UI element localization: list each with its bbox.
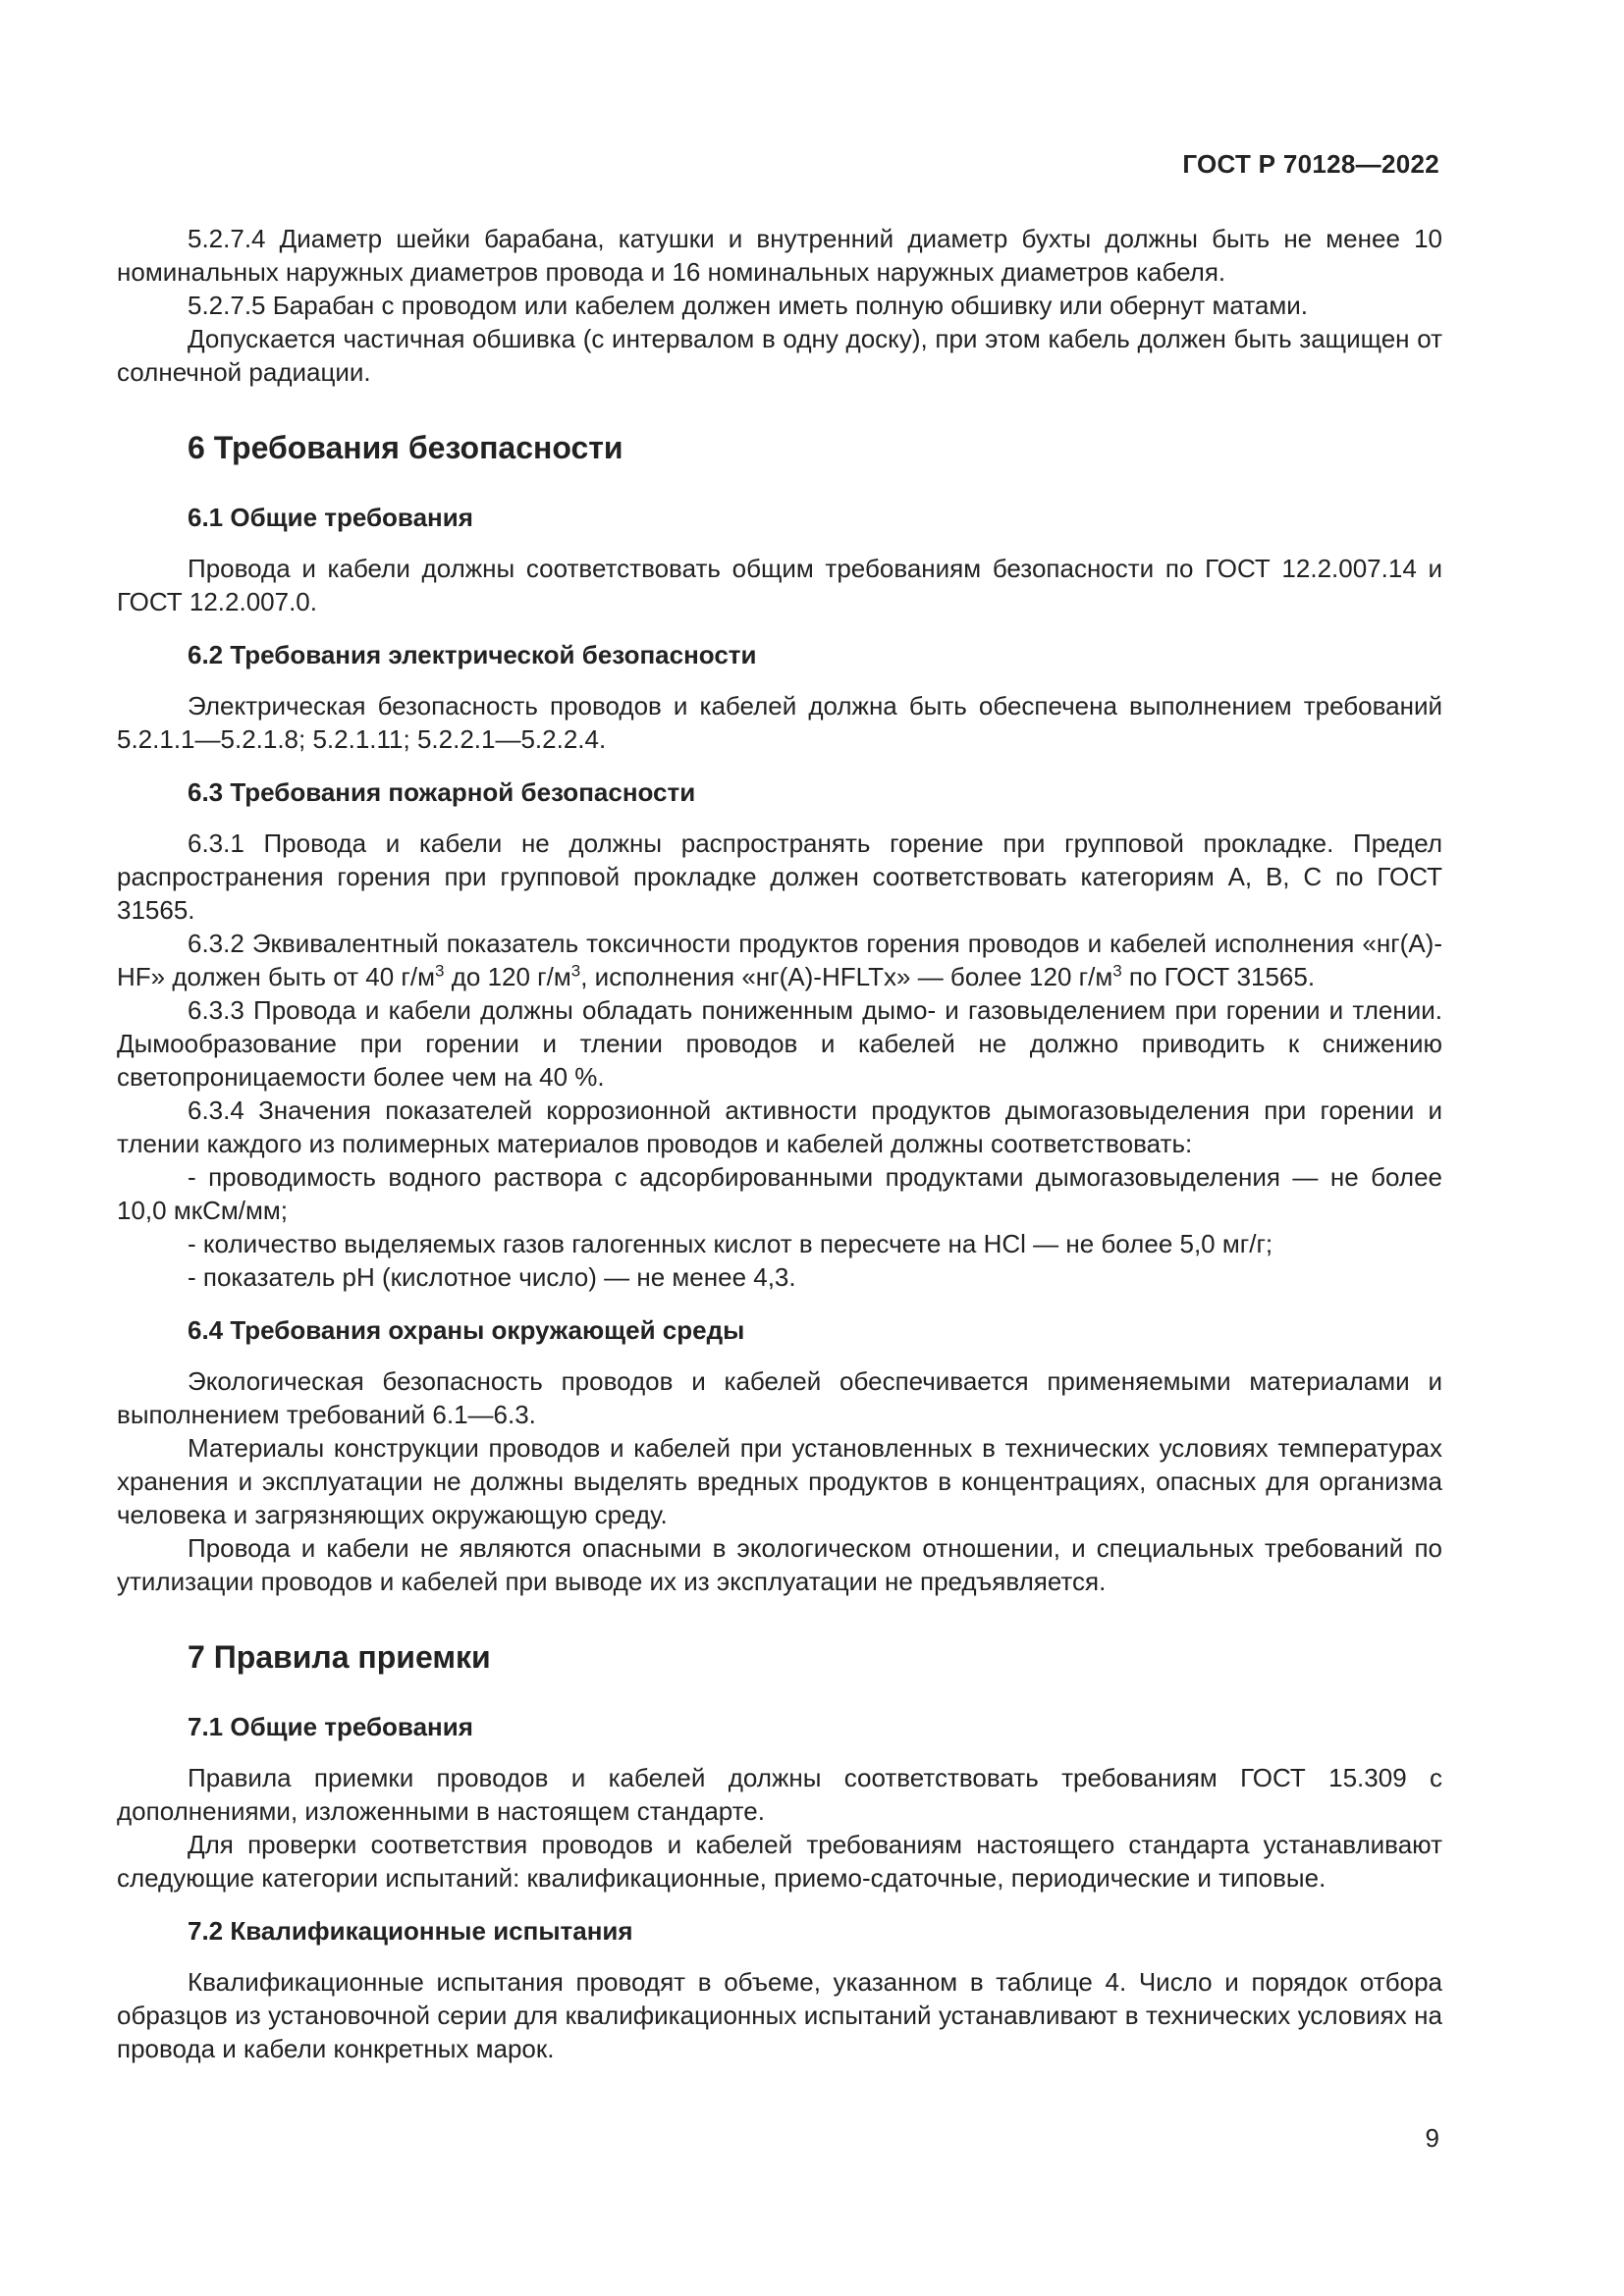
paragraph: Экологическая безопасность проводов и кабелей обеспечивается применяемыми материалами и выполнением требований 6.1—6.3. [117, 1366, 1442, 1429]
subsection-heading: 7.2 Квалификационные испытания [188, 1916, 633, 1946]
paragraph: 5.2.7.5 Барабан с проводом или кабелем должен иметь полную обшивку или обернут матами. [188, 291, 1309, 320]
paragraph: Для проверки соответствия проводов и кабелей требованиям настоящего стандарта устанавливают следующие категории испытаний: квалификационные, приемо-сдаточные, периодические и типовые. [117, 1830, 1442, 1893]
list-item: - показатель pH (кислотное число) — не менее 4,3. [188, 1262, 796, 1292]
paragraph: Квалификационные испытания проводят в объеме, указанном в таблице 4. Число и порядок отбора образцов из установочной серии для квалификационных испытаний устанавливают в технических условиях на провода и кабели конкретных марок. [117, 1967, 1442, 2063]
list-item: - количество выделяемых газов галогенных кислот в пересчете на HCl — не более 5,0 мг/г; [188, 1229, 1273, 1258]
document-body [117, 222, 1442, 2065]
subsection-heading: 7.1 Общие требования [188, 1712, 473, 1741]
paragraph: 6.3.3 Провода и кабели должны обладать пониженным дымо- и газовыделением при горении и тлении. Дымообразование при горении и тлении проводов и кабелей не должно приводить к снижению светопроницаемости более чем на 40 %. [117, 995, 1442, 1092]
paragraph: 6.3.4 Значения показателей коррозионной активности продуктов дымогазовыделения при горении и тлении каждого из полимерных материалов проводов и кабелей должны соответствовать: [117, 1095, 1442, 1158]
subsection-heading: 6.1 Общие требования [188, 503, 473, 532]
paragraph: 5.2.7.4 Диаметр шейки барабана, катушки и внутренний диаметр бухты должны быть не менее 10 номинальных наружных диаметров провода и 16 номинальных наружных диаметров кабеля. [117, 224, 1442, 287]
paragraph-text: по ГОСТ 31565. [1121, 962, 1316, 991]
page-number: 9 [1425, 2123, 1439, 2153]
section-heading: 7 Правила приемки [188, 1639, 491, 1675]
paragraph [117, 927, 1442, 993]
superscript: 3 [435, 961, 445, 981]
paragraph: Материалы конструкции проводов и кабелей при установленных в технических условиях температурах хранения и эксплуатации не должны выделять вредных продуктов в концентрациях, опасных для организма человека и загрязняющих окружающую среду. [117, 1433, 1442, 1529]
subsection-heading: 6.2 Требования электрической безопасности [188, 640, 757, 669]
paragraph-text: 6.3.2 Эквивалентный показатель токсичности продуктов горения проводов и кабелей исполнения «нг(А)-HF» должен быть от 40 г/м [117, 929, 1442, 991]
paragraph: - проводимость водного раствора с адсорбированными продуктами дымогазовыделения — не более 10,0 мкСм/мм; [117, 1162, 1442, 1225]
superscript: 3 [1112, 961, 1122, 981]
subsection-heading: 6.3 Требования пожарной безопасности [188, 777, 696, 807]
section-heading: 6 Требования безопасности [188, 430, 623, 465]
paragraph: 6.3.1 Провода и кабели не должны распространять горение при групповой прокладке. Предел распространения горения при групповой прокладке должен соответствовать категориям А, В, С по ГОСТ 31565. [117, 828, 1442, 925]
standard-code-header: ГОСТ Р 70128—2022 [1182, 149, 1439, 179]
paragraph: Электрическая безопасность проводов и кабелей должна быть обеспечена выполнением требований 5.2.1.1—5.2.1.8; 5.2.1.11; 5.2.2.1—5.2.2.4. [117, 691, 1442, 754]
paragraph: Провода и кабели должны соответствовать общим требованиям безопасности по ГОСТ 12.2.007.14 и ГОСТ 12.2.007.0. [117, 554, 1442, 616]
paragraph: Провода и кабели не являются опасными в экологическом отношении, и специальных требований по утилизации проводов и кабелей при выводе их из эксплуатации не предъявляется. [117, 1533, 1442, 1596]
paragraph: Правила приемки проводов и кабелей должны соответствовать требованиям ГОСТ 15.309 с дополнениями, изложенными в настоящем стандарте. [117, 1763, 1442, 1826]
superscript: 3 [570, 961, 581, 981]
paragraph-text: до 120 г/м [444, 962, 571, 991]
subsection-heading: 6.4 Требования охраны окружающей среды [188, 1315, 745, 1345]
paragraph: Допускается частичная обшивка (с интервалом в одну доску), при этом кабель должен быть защищен от солнечной радиации. [117, 324, 1442, 387]
paragraph-text: , исполнения «нг(А)-HFLTx» — более 120 г/м [580, 962, 1113, 991]
